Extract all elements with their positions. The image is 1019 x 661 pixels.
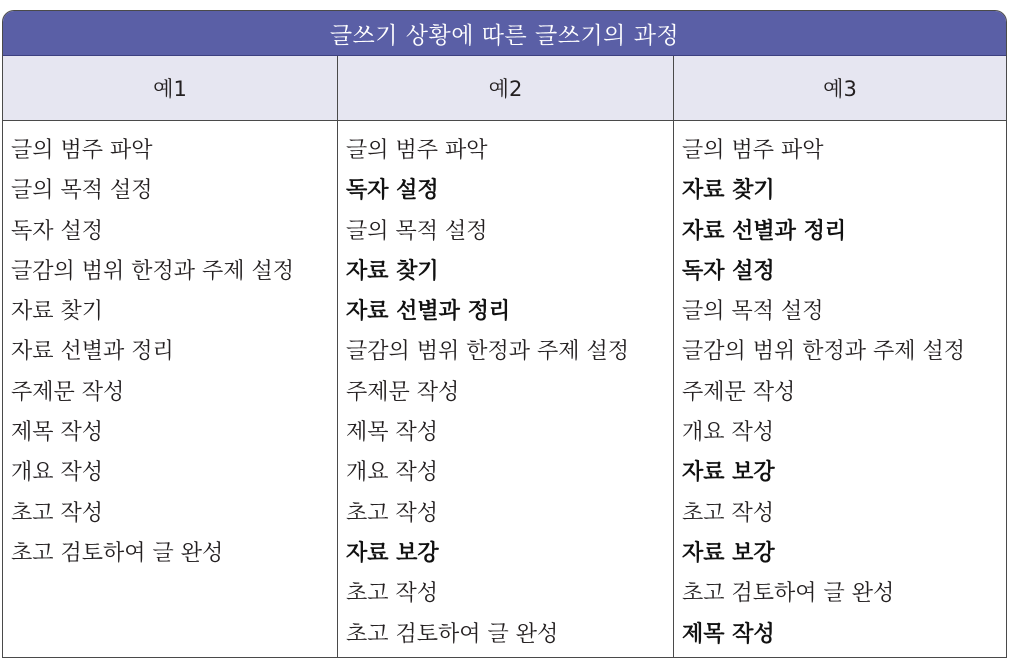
process-step: 글의 목적 설정 <box>346 218 488 244</box>
process-step: 자료 보강 <box>346 540 439 566</box>
process-step: 초고 작성 <box>11 500 104 526</box>
process-step: 초고 검토하여 글 완성 <box>346 621 559 647</box>
column-header-example-3: 예3 <box>823 77 857 101</box>
process-step: 자료 찾기 <box>682 178 775 204</box>
process-step: 자료 보강 <box>682 460 775 486</box>
process-step: 개요 작성 <box>11 460 104 486</box>
process-step: 글의 범주 파악 <box>11 138 153 163</box>
example-2-steps <box>338 121 674 657</box>
process-step: 글의 범주 파악 <box>682 138 824 163</box>
process-step: 독자 설정 <box>11 218 104 244</box>
process-step: 개요 작성 <box>346 460 439 486</box>
process-step: 자료 보강 <box>682 540 775 566</box>
process-step: 글의 목적 설정 <box>11 178 153 204</box>
process-step: 글감의 범위 한정과 주제 설정 <box>682 339 965 365</box>
table-title: 글쓰기 상황에 따른 글쓰기의 과정 <box>3 11 1006 56</box>
process-step: 주제문 작성 <box>11 379 125 405</box>
process-step: 제목 작성 <box>11 420 104 446</box>
column-header-example-2: 예2 <box>338 56 674 120</box>
process-step: 글감의 범위 한정과 주제 설정 <box>11 258 294 284</box>
writing-process-table <box>2 10 1007 658</box>
process-step: 글의 목적 설정 <box>682 299 824 325</box>
process-step: 초고 작성 <box>346 581 439 607</box>
process-step: 독자 설정 <box>346 178 439 204</box>
column-header-example-1: 예1 <box>3 56 338 120</box>
process-step: 글감의 범위 한정과 주제 설정 <box>346 339 629 365</box>
table-body <box>3 121 1006 657</box>
column-header-row <box>3 56 1006 121</box>
process-step: 개요 작성 <box>682 420 775 446</box>
process-step: 주제문 작성 <box>346 379 460 405</box>
process-step: 독자 설정 <box>682 258 775 284</box>
example-3-steps <box>674 121 1006 657</box>
process-step: 주제문 작성 <box>682 379 796 405</box>
process-step: 자료 찾기 <box>346 258 439 284</box>
process-step: 자료 찾기 <box>11 299 104 325</box>
process-step: 자료 선별과 정리 <box>682 218 847 244</box>
process-step: 글의 범주 파악 <box>346 138 488 163</box>
process-step: 제목 작성 <box>346 420 439 446</box>
process-step: 초고 작성 <box>682 500 775 526</box>
process-step: 초고 작성 <box>346 500 439 526</box>
process-step: 초고 검토하여 글 완성 <box>682 581 895 607</box>
process-step: 초고 검토하여 글 완성 <box>11 540 224 566</box>
process-step: 자료 선별과 정리 <box>11 339 174 365</box>
process-step: 자료 선별과 정리 <box>346 299 511 325</box>
process-step: 제목 작성 <box>682 621 775 647</box>
example-1-steps <box>3 121 338 657</box>
